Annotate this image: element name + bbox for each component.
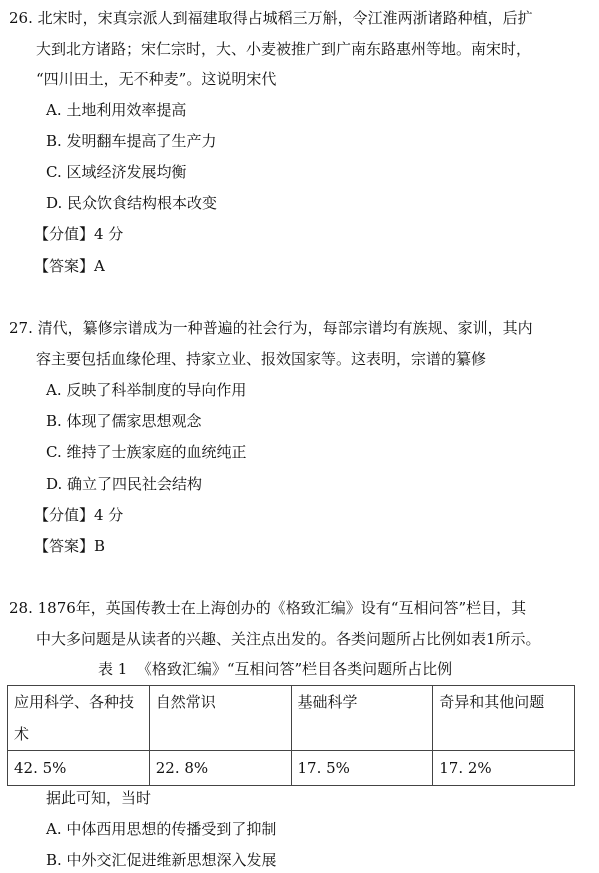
table-caption: 表 1 《格致汇编》“互相问答”栏目各类问题所占比例: [98, 660, 453, 678]
q26-answer: 【答案】A: [34, 257, 105, 275]
q27-stem-line-2: 容主要包括血缘伦理、持家立业、报效国家等。这表明，宗谱的纂修: [36, 350, 487, 368]
table-header-cell: 奇异和其他问题: [433, 686, 575, 751]
q28-option-a: A. 中体西用思想的传播受到了抑制: [46, 820, 277, 838]
table-row: [8, 751, 575, 786]
q26-stem-line-3: “四川田土，无不种麦”。这说明宋代: [36, 70, 277, 88]
proportion-table: [7, 685, 575, 786]
q28-stem-end: 据此可知，当时: [46, 789, 152, 807]
q28-option-b: B. 中外交汇促进维新思想深入发展: [46, 851, 277, 869]
q27-option-a: A. 反映了科举制度的导向作用: [46, 381, 247, 399]
q26-option-b: B. 发明翻车提高了生产力: [46, 132, 217, 150]
table-cell: 17. 5%: [291, 751, 433, 786]
q26-stem-line-2: 大到北方诸路；宋仁宗时，大、小麦被推广到广南东路惠州等地。南宋时，: [36, 40, 532, 58]
q26-stem-line-1: 26. 北宋时，宋真宗派人到福建取得占城稻三万斛，令江淮两浙诸路种植，后扩: [9, 9, 533, 27]
q26-score: 【分值】4 分: [34, 225, 124, 243]
table-header-cell: 应用科学、各种技术: [8, 686, 150, 751]
q27-answer: 【答案】B: [34, 537, 106, 555]
q26-option-c: C. 区域经济发展均衡: [46, 163, 187, 181]
q27-stem-line-1: 27. 清代，纂修宗谱成为一种普遍的社会行为，每部宗谱均有族规、家训，其内: [9, 319, 533, 337]
table-header-cell: 基础科学: [291, 686, 433, 751]
q26-option-d: D. 民众饮食结构根本改变: [46, 194, 218, 212]
table-header-cell: 自然常识: [149, 686, 291, 751]
q28-stem-line-1: 28. 1876年，英国传教士在上海创办的《格致汇编》设有“互相问答”栏目，其: [9, 599, 527, 617]
table-header-row: [8, 686, 575, 751]
q26-option-a: A. 土地利用效率提高: [46, 101, 187, 119]
q27-option-d: D. 确立了四民社会结构: [46, 475, 203, 493]
table-cell: 42. 5%: [8, 751, 150, 786]
table-cell: 22. 8%: [149, 751, 291, 786]
q27-option-b: B. 体现了儒家思想观念: [46, 412, 202, 430]
table-cell: 17. 2%: [433, 751, 575, 786]
q27-score: 【分值】4 分: [34, 506, 124, 524]
q28-stem-line-2: 中大多问题是从读者的兴趣、关注点出发的。各类问题所占比例如表1所示。: [36, 630, 541, 648]
q27-option-c: C. 维持了士族家庭的血统纯正: [46, 443, 247, 461]
